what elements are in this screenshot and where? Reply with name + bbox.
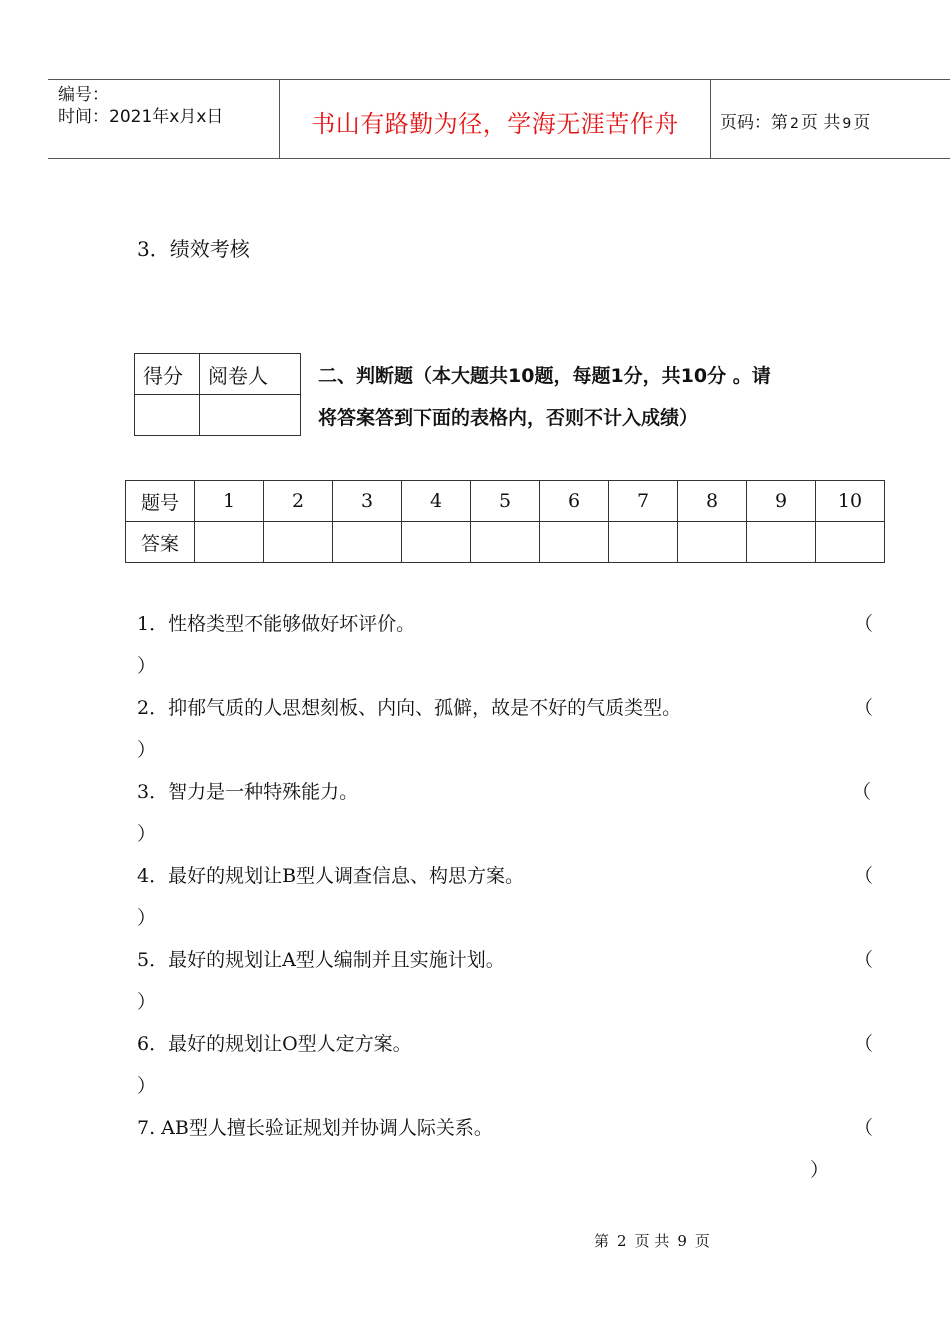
section2-title-line: 将答案答到下面的表格内，否则不计入成绩） — [318, 407, 699, 429]
question-6: 6．最好的规划让O型人定方案。 — [137, 1033, 412, 1055]
answer-cell[interactable] — [678, 522, 747, 563]
answer-row-label: 答案 — [126, 522, 195, 563]
question-number-cell: 4 — [402, 481, 471, 522]
footer-total: 9 — [677, 1232, 687, 1250]
answer-paren-close: ） — [810, 1159, 830, 1181]
answer-cell[interactable] — [333, 522, 402, 563]
answer-paren-open: （ — [854, 865, 874, 887]
question-number-cell: 9 — [747, 481, 816, 522]
answer-cell[interactable] — [264, 522, 333, 563]
page-total: 9 — [842, 116, 852, 132]
question-number-cell: 6 — [540, 481, 609, 522]
answer-cell[interactable] — [402, 522, 471, 563]
section3-heading: 3．绩效考核 — [137, 237, 250, 261]
score-box — [134, 353, 301, 436]
answer-cell[interactable] — [747, 522, 816, 563]
answer-paren-open: （ — [854, 949, 874, 971]
footer-mid: 页 共 — [634, 1232, 670, 1250]
number-row-label: 题号 — [126, 481, 195, 522]
answer-paren-close: ） — [137, 907, 157, 929]
answer-paren-close: ） — [137, 823, 157, 845]
answer-paren-close: ） — [137, 1075, 157, 1097]
reviewer-cell[interactable] — [200, 395, 301, 436]
answer-paren-open: （ — [854, 1033, 874, 1055]
answer-paren-close: ） — [137, 991, 157, 1013]
answer-paren-close: ） — [137, 739, 157, 761]
question-2: 2．抑郁气质的人思想刻板、内向、孤僻，故是不好的气质类型。 — [137, 697, 682, 719]
question-4: 4．最好的规划让B型人调查信息、构思方案。 — [137, 865, 525, 887]
header-page-info — [720, 108, 870, 133]
serial-label: 编号： — [58, 85, 109, 105]
header-divider — [710, 80, 711, 158]
answer-table-answer-row — [126, 522, 885, 563]
answer-paren-close: ） — [137, 655, 157, 677]
answer-paren-open: （ — [852, 781, 872, 803]
section2-title — [318, 355, 878, 439]
answer-table — [125, 480, 885, 563]
footer-page: 2 — [617, 1232, 627, 1250]
question-number-cell: 7 — [609, 481, 678, 522]
page-number: 2 — [790, 116, 799, 132]
question-number-cell: 5 — [471, 481, 540, 522]
answer-cell[interactable] — [609, 522, 678, 563]
question-number-cell: 2 — [264, 481, 333, 522]
score-cell[interactable] — [135, 395, 200, 436]
header-motto: 书山有路勤为径，学海无涯苦作舟 — [311, 110, 679, 138]
question-7: 7. AB型人擅长验证规划并协调人际关系。 — [137, 1117, 493, 1139]
header-meta — [58, 84, 223, 128]
answer-paren-open: （ — [854, 1117, 874, 1139]
answer-paren-open: （ — [854, 613, 874, 635]
footer-prefix: 第 — [594, 1232, 610, 1250]
page-footer — [590, 1230, 714, 1251]
answer-cell[interactable] — [471, 522, 540, 563]
question-number-cell: 3 — [333, 481, 402, 522]
answer-cell[interactable] — [540, 522, 609, 563]
answer-table-number-row — [126, 481, 885, 522]
question-number-cell: 1 — [195, 481, 264, 522]
question-number-cell: 10 — [816, 481, 885, 522]
footer-suffix: 页 — [694, 1232, 710, 1250]
score-label: 得分 — [135, 354, 200, 395]
answer-paren-open: （ — [854, 697, 874, 719]
page-mid: 页 共 — [800, 113, 841, 133]
page-suffix: 页 — [853, 113, 871, 133]
answer-cell[interactable] — [816, 522, 885, 563]
question-5: 5．最好的规划让A型人编制并且实施计划。 — [137, 949, 505, 971]
answer-cell[interactable] — [195, 522, 264, 563]
question-number-cell: 8 — [678, 481, 747, 522]
reviewer-label: 阅卷人 — [200, 354, 301, 395]
time-label: 时间：2021年x月x日 — [58, 107, 224, 127]
question-3: 3．智力是一种特殊能力。 — [137, 781, 359, 803]
question-1: 1．性格类型不能够做好坏评价。 — [137, 613, 416, 635]
page-header — [48, 79, 950, 159]
page-prefix: 页码：第 — [720, 113, 788, 133]
section2-title-line: 二、判断题（本大题共10题，每题1分，共10分 。请 — [318, 365, 771, 387]
